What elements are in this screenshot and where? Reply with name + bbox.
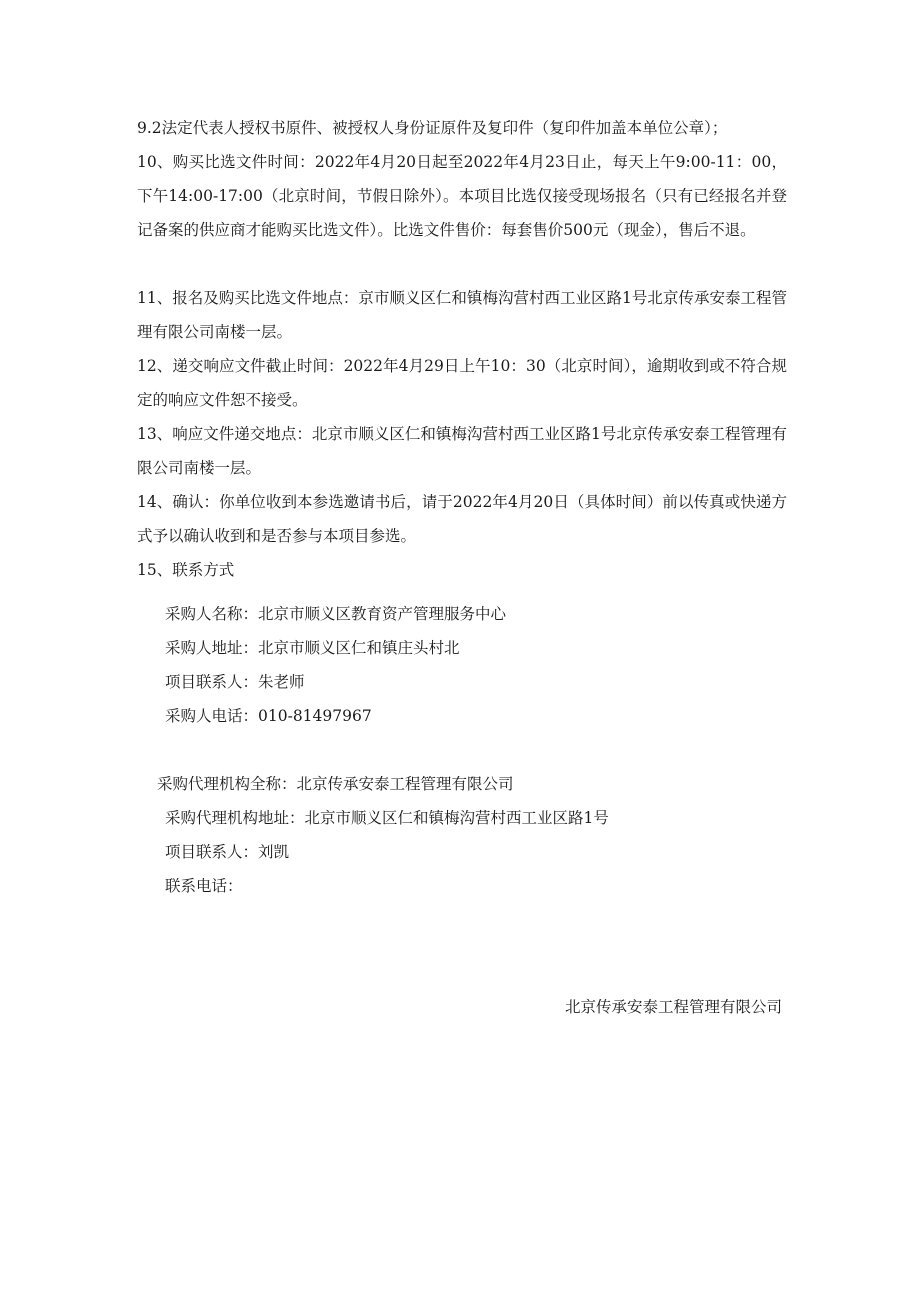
agency-name: 采购代理机构全称：北京传承安泰工程管理有限公司 <box>157 775 514 793</box>
purchaser-contact: 项目联系人：朱老师 <box>165 673 305 691</box>
item-9-2-authorization: 9.2法定代表人授权书原件、被授权人身份证原件及复印件（复印件加盖本单位公章）； <box>137 119 728 137</box>
item-10-purchase-time: 10、购买比选文件时间：2022年4月20日起至2022年4月23日止，每天上午9:00-11：00，下午14:00-17:00（北京时间，节假日除外）。本项目比选仅接受现场报名（只有已经报名并登记备案的供应商才能购买比选文件）。比选文件售价：每套售价500元（现金），售后不退。 <box>137 153 787 239</box>
purchaser-name: 采购人名称：北京市顺义区教育资产管理服务中心 <box>165 605 507 623</box>
item-13-submission-location: 13、响应文件递交地点：北京市顺义区仁和镇梅沟营村西工业区路1号北京传承安泰工程管理有限公司南楼一层。 <box>137 425 787 477</box>
item-11-registration-location: 11、报名及购买比选文件地点：京市顺义区仁和镇梅沟营村西工业区路1号北京传承安泰工程管理有限公司南楼一层。 <box>137 289 787 341</box>
purchaser-phone: 采购人电话：010-81497967 <box>165 707 372 725</box>
item-14-confirmation: 14、确认：你单位收到本参选邀请书后，请于2022年4月20日（具体时间）前以传真或快递方式予以确认收到和是否参与本项目参选。 <box>137 493 787 545</box>
agency-address: 采购代理机构地址：北京市顺义区仁和镇梅沟营村西工业区路1号 <box>165 809 609 827</box>
agency-contact: 项目联系人：刘凯 <box>165 843 290 861</box>
item-15-contact-heading: 15、联系方式 <box>137 561 235 579</box>
item-12-submission-deadline: 12、递交响应文件截止时间：2022年4月29日上午10：30（北京时间），逾期收到或不符合规定的响应文件恕不接受。 <box>137 357 787 409</box>
signature-company: 北京传承安泰工程管理有限公司 <box>564 998 782 1016</box>
purchaser-address: 采购人地址：北京市顺义区仁和镇庄头村北 <box>165 639 460 657</box>
agency-phone: 联系电话： <box>165 877 243 895</box>
